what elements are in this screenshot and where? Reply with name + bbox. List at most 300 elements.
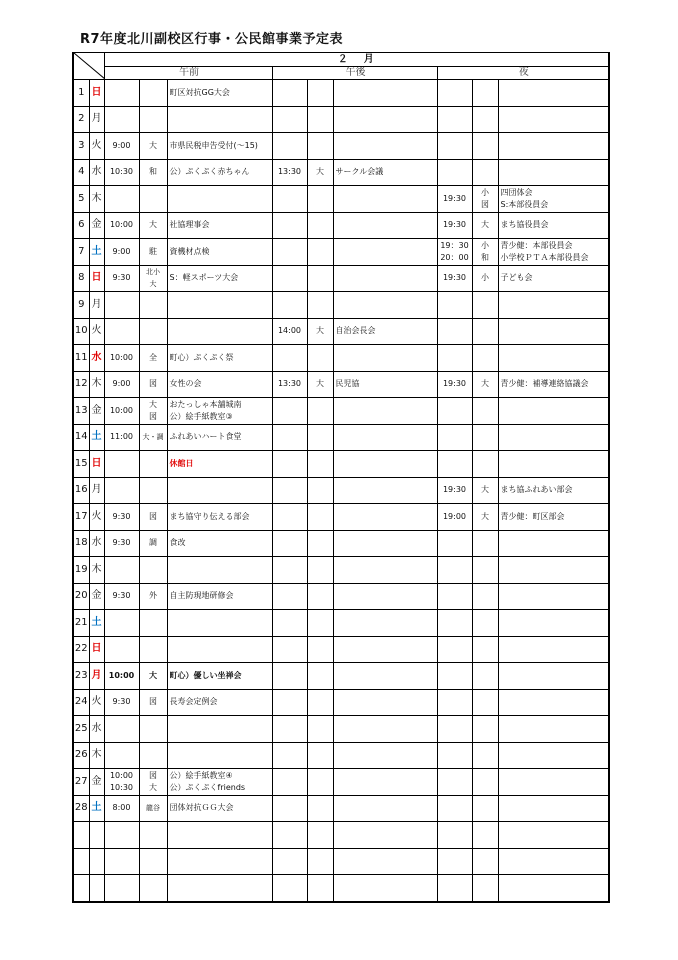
pm-event	[333, 292, 437, 319]
nt-place-line: 小	[481, 240, 489, 250]
am-time	[104, 769, 139, 796]
am-time	[104, 530, 139, 557]
pm-place	[307, 689, 333, 716]
day-number-line: 11	[74, 351, 88, 363]
pm-place	[307, 477, 333, 504]
nt-event-line: 子ども会	[500, 273, 533, 283]
empty-cell	[272, 875, 307, 902]
am-time	[104, 265, 139, 292]
day-number	[73, 424, 89, 451]
table-row	[73, 504, 609, 531]
am-time-line: 10:00	[108, 670, 135, 680]
am-place	[139, 504, 167, 531]
pm-time-line: 14:00	[277, 326, 302, 336]
pm-place	[307, 636, 333, 663]
am-event	[167, 636, 272, 663]
empty-cell	[139, 848, 167, 875]
am-place	[139, 80, 167, 107]
pm-event	[333, 663, 437, 690]
day-of-week-line: 日	[91, 86, 102, 98]
nt-place	[472, 318, 498, 345]
day-number-line: 28	[74, 802, 88, 814]
nt-time	[437, 239, 472, 266]
am-place	[139, 186, 167, 213]
pm-header: 午後	[272, 67, 437, 80]
am-place-line: 北小	[146, 268, 160, 277]
pm-time	[272, 212, 307, 239]
nt-time	[437, 769, 472, 796]
am-event	[167, 371, 272, 398]
day-of-week	[89, 212, 104, 239]
pm-place	[307, 292, 333, 319]
pm-time	[272, 80, 307, 107]
day-number	[73, 795, 89, 822]
day-of-week-line: 金	[91, 590, 102, 602]
nt-time	[437, 663, 472, 690]
day-of-week-line: 木	[91, 563, 102, 575]
pm-place	[307, 610, 333, 637]
nt-place	[472, 292, 498, 319]
nt-time	[437, 398, 472, 425]
pm-time	[272, 186, 307, 213]
day-number	[73, 636, 89, 663]
day-number	[73, 742, 89, 769]
nt-time	[437, 795, 472, 822]
pm-event	[333, 212, 437, 239]
day-number	[73, 265, 89, 292]
day-number	[73, 451, 89, 478]
day-of-week	[89, 80, 104, 107]
nt-place	[472, 689, 498, 716]
day-number-line: 9	[78, 298, 85, 310]
schedule-table	[72, 52, 610, 903]
nt-place	[472, 769, 498, 796]
am-place	[139, 371, 167, 398]
pm-event	[333, 133, 437, 160]
am-event-line: 女性の会	[169, 379, 202, 389]
nt-event-line: 青少健：補導連絡協議会	[500, 379, 589, 389]
am-event-line: 自主防現地研修会	[169, 591, 234, 601]
am-time	[104, 80, 139, 107]
nt-event-line: 小学校ＰＴＡ本部役員会	[500, 252, 589, 262]
am-place	[139, 292, 167, 319]
nt-event	[498, 610, 609, 637]
table-row	[73, 530, 609, 557]
pm-time	[272, 504, 307, 531]
nt-event	[498, 636, 609, 663]
pm-event-line: 民児協	[335, 379, 360, 389]
am-time-line: 9:30	[112, 511, 131, 521]
nt-time-line: 20：00	[440, 252, 469, 262]
am-event	[167, 239, 272, 266]
table-row	[73, 186, 609, 213]
pm-event	[333, 371, 437, 398]
am-time	[104, 663, 139, 690]
am-event	[167, 557, 272, 584]
table-row	[73, 345, 609, 372]
day-of-week	[89, 186, 104, 213]
day-number	[73, 663, 89, 690]
nt-time	[437, 451, 472, 478]
nt-place-line: 和	[481, 252, 489, 262]
empty-cell	[498, 848, 609, 875]
pm-place	[307, 80, 333, 107]
day-of-week-line: 金	[91, 219, 102, 231]
table-row	[73, 583, 609, 610]
day-of-week	[89, 159, 104, 186]
pm-place	[307, 345, 333, 372]
am-event-line: 公）ぷくぷく赤ちゃん	[169, 167, 250, 177]
am-place-line: 大	[149, 140, 157, 150]
am-place	[139, 424, 167, 451]
nt-event-line: S:本部役員会	[500, 199, 549, 209]
pm-time	[272, 795, 307, 822]
am-place	[139, 451, 167, 478]
am-time	[104, 398, 139, 425]
table-row	[73, 689, 609, 716]
day-of-week-line: 木	[91, 749, 102, 761]
pm-time	[272, 689, 307, 716]
day-number-line: 16	[74, 484, 88, 496]
nt-place	[472, 557, 498, 584]
table-row	[73, 292, 609, 319]
day-number	[73, 212, 89, 239]
empty-cell	[437, 822, 472, 849]
am-event	[167, 716, 272, 743]
table-row	[73, 795, 609, 822]
empty-cell	[307, 848, 333, 875]
day-number-line: 27	[74, 775, 88, 787]
nt-time-line: 19:30	[442, 379, 467, 389]
table-row	[73, 318, 609, 345]
nt-event	[498, 265, 609, 292]
nt-time	[437, 345, 472, 372]
empty-cell	[333, 875, 437, 902]
day-number-line: 7	[78, 245, 85, 257]
nt-time	[437, 424, 472, 451]
empty-row	[73, 848, 609, 875]
am-time	[104, 159, 139, 186]
day-number	[73, 133, 89, 160]
pm-place	[307, 265, 333, 292]
pm-place	[307, 186, 333, 213]
day-of-week-line: 火	[91, 139, 102, 151]
nt-place-line: 大	[481, 511, 489, 521]
empty-cell	[89, 822, 104, 849]
am-time-line: 9:00	[112, 246, 131, 256]
am-time-line: 9:30	[112, 591, 131, 601]
day-number	[73, 106, 89, 133]
pm-time	[272, 159, 307, 186]
pm-event-line: サークル会議	[335, 167, 384, 177]
am-time	[104, 583, 139, 610]
am-time-line: 9:00	[112, 379, 131, 389]
nt-event-line: 青少健：町区部会	[500, 511, 565, 521]
empty-cell	[307, 875, 333, 902]
day-number	[73, 318, 89, 345]
day-of-week-line: 火	[91, 325, 102, 337]
nt-time	[437, 689, 472, 716]
nt-event	[498, 159, 609, 186]
day-number	[73, 530, 89, 557]
day-number-line: 1	[78, 86, 85, 98]
am-place-line: 大	[149, 399, 157, 409]
day-number-line: 8	[78, 272, 85, 284]
am-time-line: 9:30	[112, 538, 131, 548]
am-place	[139, 159, 167, 186]
day-number	[73, 371, 89, 398]
nt-event	[498, 663, 609, 690]
pm-event	[333, 716, 437, 743]
pm-event	[333, 106, 437, 133]
day-number	[73, 292, 89, 319]
pm-time	[272, 663, 307, 690]
nt-place-line: 小	[481, 187, 489, 197]
am-event	[167, 530, 272, 557]
am-place	[139, 610, 167, 637]
pm-event	[333, 318, 437, 345]
nt-place	[472, 504, 498, 531]
pm-event	[333, 689, 437, 716]
nt-event	[498, 186, 609, 213]
nt-place	[472, 477, 498, 504]
pm-time	[272, 292, 307, 319]
pm-place	[307, 424, 333, 451]
am-place	[139, 583, 167, 610]
am-event-line: 町心）ぷくぷく祭	[169, 352, 234, 362]
day-of-week-line: 土	[91, 616, 102, 628]
am-time	[104, 477, 139, 504]
nt-event	[498, 583, 609, 610]
pm-time	[272, 371, 307, 398]
day-of-week-line: 月	[91, 669, 102, 681]
day-number-line: 12	[74, 378, 88, 390]
pm-place	[307, 398, 333, 425]
am-event	[167, 345, 272, 372]
nt-time	[437, 610, 472, 637]
day-number-line: 17	[74, 510, 88, 522]
nt-time-line: 19:00	[442, 511, 467, 521]
nt-time-line: 19:30	[442, 273, 467, 283]
am-place	[139, 398, 167, 425]
am-time	[104, 292, 139, 319]
am-event	[167, 451, 272, 478]
am-event	[167, 186, 272, 213]
empty-row	[73, 822, 609, 849]
empty-cell	[472, 848, 498, 875]
am-place	[139, 477, 167, 504]
am-place-line: 大	[149, 782, 157, 792]
day-of-week-line: 水	[91, 166, 102, 178]
empty-cell	[307, 822, 333, 849]
nt-place	[472, 583, 498, 610]
day-of-week	[89, 451, 104, 478]
nt-event	[498, 292, 609, 319]
day-of-week	[89, 742, 104, 769]
am-event-line: ふれあいハート食堂	[169, 432, 242, 442]
nt-event	[498, 477, 609, 504]
pm-time	[272, 610, 307, 637]
day-of-week-line: 月	[91, 484, 102, 496]
am-time	[104, 451, 139, 478]
day-number	[73, 186, 89, 213]
empty-cell	[89, 875, 104, 902]
day-of-week	[89, 292, 104, 319]
pm-place	[307, 795, 333, 822]
nt-event	[498, 689, 609, 716]
am-place	[139, 742, 167, 769]
nt-place	[472, 742, 498, 769]
nt-place	[472, 186, 498, 213]
am-event	[167, 292, 272, 319]
day-of-week-line: 月	[91, 113, 102, 125]
nt-event	[498, 504, 609, 531]
am-event-line: 町心）優しい坐禅会	[169, 670, 242, 680]
nt-event-line: 青少健：本部役員会	[500, 240, 573, 250]
am-event	[167, 504, 272, 531]
empty-cell	[73, 875, 89, 902]
day-number-line: 23	[74, 669, 88, 681]
nt-event	[498, 795, 609, 822]
am-time	[104, 424, 139, 451]
am-event	[167, 133, 272, 160]
am-time-line: 8:00	[112, 803, 131, 813]
pm-place	[307, 159, 333, 186]
day-of-week-line: 土	[91, 431, 102, 443]
am-time	[104, 318, 139, 345]
am-place	[139, 557, 167, 584]
day-number-line: 20	[74, 590, 88, 602]
table-row	[73, 636, 609, 663]
day-number-line: 18	[74, 537, 88, 549]
nt-place	[472, 159, 498, 186]
day-of-week	[89, 689, 104, 716]
am-place	[139, 345, 167, 372]
pm-event	[333, 80, 437, 107]
pm-time	[272, 530, 307, 557]
day-of-week-line: 火	[91, 696, 102, 708]
am-place	[139, 769, 167, 796]
am-time	[104, 212, 139, 239]
nt-place-line: 大	[481, 220, 489, 230]
nt-event	[498, 716, 609, 743]
am-event	[167, 663, 272, 690]
pm-place	[307, 530, 333, 557]
pm-place	[307, 769, 333, 796]
am-place	[139, 318, 167, 345]
pm-place	[307, 663, 333, 690]
nt-place	[472, 106, 498, 133]
table-row	[73, 451, 609, 478]
day-of-week-line: 日	[91, 457, 102, 469]
day-number	[73, 689, 89, 716]
empty-cell	[272, 848, 307, 875]
table-row	[73, 106, 609, 133]
am-place-line: 図	[149, 770, 157, 780]
nt-time-line: 19:30	[442, 485, 467, 495]
pm-time	[272, 742, 307, 769]
empty-cell	[104, 822, 139, 849]
day-number	[73, 398, 89, 425]
corner-cell	[73, 53, 104, 80]
pm-time	[272, 769, 307, 796]
am-time	[104, 186, 139, 213]
nt-time	[437, 186, 472, 213]
nt-event	[498, 769, 609, 796]
pm-place	[307, 557, 333, 584]
am-event-line: 食改	[169, 538, 186, 548]
nt-time	[437, 504, 472, 531]
pm-event	[333, 636, 437, 663]
empty-cell	[104, 875, 139, 902]
empty-cell	[437, 875, 472, 902]
pm-event	[333, 159, 437, 186]
am-place	[139, 530, 167, 557]
am-place	[139, 663, 167, 690]
day-number-line: 5	[78, 192, 85, 204]
day-number	[73, 557, 89, 584]
pm-time	[272, 345, 307, 372]
am-place	[139, 795, 167, 822]
pm-place	[307, 212, 333, 239]
day-number-line: 19	[74, 563, 88, 575]
pm-place	[307, 371, 333, 398]
am-place-line: 和	[149, 167, 157, 177]
am-event	[167, 318, 272, 345]
day-number-line: 24	[74, 696, 88, 708]
am-time	[104, 742, 139, 769]
am-place	[139, 106, 167, 133]
pm-time	[272, 451, 307, 478]
am-place-line: 外	[149, 591, 157, 601]
table-row	[73, 159, 609, 186]
nt-event	[498, 424, 609, 451]
day-number	[73, 159, 89, 186]
day-number-line: 4	[78, 166, 85, 178]
empty-cell	[167, 822, 272, 849]
pm-time	[272, 424, 307, 451]
am-event	[167, 769, 272, 796]
nt-event	[498, 742, 609, 769]
pm-time-line: 13:30	[277, 167, 302, 177]
am-time	[104, 239, 139, 266]
am-time-line: 10:00	[109, 405, 134, 415]
nt-event	[498, 318, 609, 345]
day-of-week	[89, 371, 104, 398]
nt-time	[437, 371, 472, 398]
nt-time-line: 19:30	[442, 220, 467, 230]
day-of-week	[89, 345, 104, 372]
day-of-week	[89, 133, 104, 160]
am-event-line: 資機材点検	[169, 246, 210, 256]
day-number	[73, 583, 89, 610]
empty-cell	[73, 848, 89, 875]
am-place-line: 大	[149, 220, 157, 230]
empty-cell	[333, 848, 437, 875]
am-event	[167, 742, 272, 769]
am-time-line: 10:30	[109, 782, 134, 792]
diagonal-line	[74, 53, 104, 79]
am-event-line: 休館日	[169, 458, 194, 468]
am-header: 午前	[104, 67, 272, 80]
pm-event	[333, 239, 437, 266]
am-time	[104, 106, 139, 133]
empty-cell	[167, 848, 272, 875]
day-number-line: 3	[78, 139, 85, 151]
pm-event	[333, 530, 437, 557]
pm-event	[333, 186, 437, 213]
am-place	[139, 239, 167, 266]
